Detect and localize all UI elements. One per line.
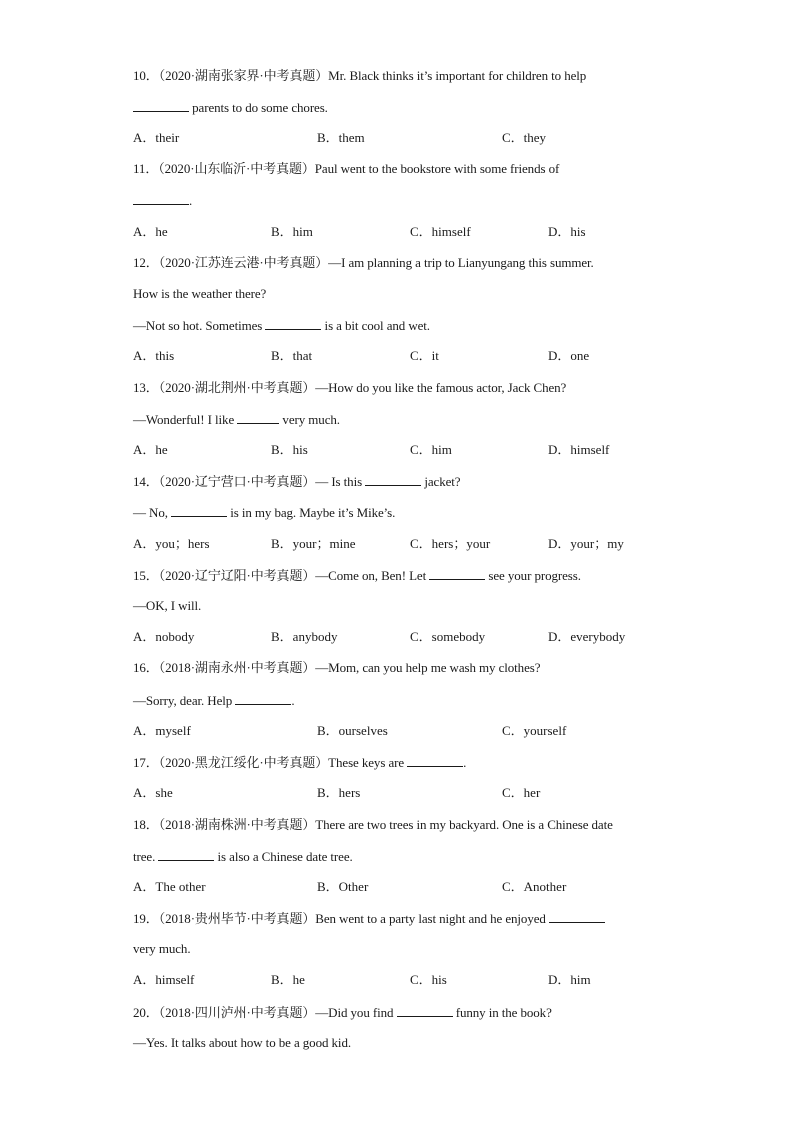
option-b: B．them xyxy=(317,130,365,145)
question-source: （2020·湖北荆州·中考真题） xyxy=(158,380,316,395)
answer-blank xyxy=(429,567,485,580)
question-source: （2020·辽宁辽阳·中考真题） xyxy=(158,568,316,583)
question-stem: There are two trees in my backyard. One is a Chinese date xyxy=(315,817,613,832)
question-number: 11． xyxy=(133,161,159,176)
option-a: A．he xyxy=(133,442,168,457)
question-stem: see your progress. xyxy=(485,568,581,583)
question-18-line-1 xyxy=(133,817,613,833)
question-11-line-2 xyxy=(133,192,192,209)
option-d: D．your；my xyxy=(548,536,624,551)
question-number: 15． xyxy=(133,568,159,583)
question-stem: Ben went to a party last night and he enjoyed xyxy=(315,911,549,926)
question-17-line-1 xyxy=(133,754,466,771)
question-source: （2020·山东临沂·中考真题） xyxy=(158,161,315,176)
option-b: B．his xyxy=(271,442,308,457)
question-16-line-1 xyxy=(133,660,540,676)
question-stem: —Did you find xyxy=(315,1005,397,1020)
answer-blank xyxy=(237,411,279,424)
question-12-line-3 xyxy=(133,317,430,334)
option-c: C．they xyxy=(502,130,547,145)
answer-blank xyxy=(549,910,605,923)
question-stem: —Wonderful! I like xyxy=(133,412,238,427)
question-12-line-1 xyxy=(133,255,594,271)
option-a: A．myself xyxy=(133,723,191,738)
question-number: 18． xyxy=(133,817,159,832)
question-16-line-2 xyxy=(133,692,294,709)
option-a: A．their xyxy=(133,130,180,145)
question-source: （2020·辽宁营口·中考真题） xyxy=(158,474,316,489)
option-b: B．Other xyxy=(317,879,369,894)
question-stem: —How do you like the famous actor, Jack Chen? xyxy=(315,380,567,395)
option-c: C．hers；your xyxy=(410,536,491,551)
option-b: B．ourselves xyxy=(317,723,388,738)
answer-blank xyxy=(133,99,189,112)
question-stem: . xyxy=(189,193,193,208)
option-a: A．she xyxy=(133,785,173,800)
question-stem: — Is this xyxy=(315,474,366,489)
option-a: A．he xyxy=(133,224,168,239)
question-stem: funny in the book? xyxy=(452,1005,552,1020)
question-stem: jacket? xyxy=(421,474,461,489)
question-stem: — No, xyxy=(133,505,172,520)
option-d: D．himself xyxy=(548,442,610,457)
question-number: 17． xyxy=(133,755,159,770)
question-stem: is a bit cool and wet. xyxy=(321,318,430,333)
option-a: A．The other xyxy=(133,879,206,894)
answer-blank xyxy=(365,473,421,486)
question-19-line-1 xyxy=(133,910,605,927)
question-stem: is also a Chinese date tree. xyxy=(214,849,353,864)
question-stem: tree. xyxy=(133,849,159,864)
option-c: C．him xyxy=(410,442,452,457)
question-number: 13． xyxy=(133,380,159,395)
question-13-line-1 xyxy=(133,380,566,396)
question-stem: —Mom, can you help me wash my clothes? xyxy=(315,660,541,675)
option-c: C．Another xyxy=(502,879,567,894)
question-12-line-2: How is the weather there? xyxy=(133,286,267,301)
question-11-line-1 xyxy=(133,161,559,177)
option-b: B．anybody xyxy=(271,629,338,644)
answer-blank xyxy=(265,317,321,330)
question-10-line-2 xyxy=(133,99,328,116)
question-stem: —I am planning a trip to Lianyungang this summer. xyxy=(328,255,594,270)
option-c: C．it xyxy=(410,348,439,363)
question-number: 14． xyxy=(133,474,159,489)
question-source: （2020·黑龙江绥化·中考真题） xyxy=(158,755,329,770)
option-d: D．everybody xyxy=(548,629,626,644)
option-b: B．hers xyxy=(317,785,361,800)
answer-blank xyxy=(397,1004,453,1017)
answer-blank xyxy=(133,192,189,205)
question-15-line-1 xyxy=(133,567,581,584)
question-18-line-2 xyxy=(133,848,353,865)
question-stem: . xyxy=(291,693,295,708)
question-14-line-1 xyxy=(133,473,460,490)
question-20-line-2: —Yes. It talks about how to be a good kid. xyxy=(133,1035,351,1050)
answer-blank xyxy=(171,504,227,517)
question-source: （2018·贵州毕节·中考真题） xyxy=(158,911,316,926)
option-c: C．yourself xyxy=(502,723,567,738)
option-c: C．somebody xyxy=(410,629,486,644)
question-19-line-2: very much. xyxy=(133,941,191,956)
question-13-line-2 xyxy=(133,411,340,428)
option-a: A．himself xyxy=(133,972,195,987)
option-a: A．you；hers xyxy=(133,536,210,551)
question-15-line-2: —OK, I will. xyxy=(133,598,202,613)
question-stem: . xyxy=(463,755,467,770)
option-b: B．your；mine xyxy=(271,536,356,551)
question-number: 16． xyxy=(133,660,159,675)
question-stem: parents to do some chores. xyxy=(189,100,328,115)
option-d: D．his xyxy=(548,224,586,239)
option-a: A．this xyxy=(133,348,175,363)
option-c: C．himself xyxy=(410,224,471,239)
question-number: 12． xyxy=(133,255,159,270)
question-number: 10． xyxy=(133,68,159,83)
question-number: 19． xyxy=(133,911,159,926)
question-source: （2018·湖南株洲·中考真题） xyxy=(158,817,316,832)
option-b: B．that xyxy=(271,348,313,363)
option-b: B．him xyxy=(271,224,313,239)
question-10-line-1 xyxy=(133,68,586,84)
option-d: D．one xyxy=(548,348,590,363)
question-14-line-2 xyxy=(133,504,395,521)
question-stem: —Come on, Ben! Let xyxy=(315,568,430,583)
option-c: C．her xyxy=(502,785,541,800)
option-b: B．he xyxy=(271,972,305,987)
question-source: （2020·湖南张家界·中考真题） xyxy=(158,68,329,83)
answer-blank xyxy=(235,692,291,705)
question-stem: —Not so hot. Sometimes xyxy=(133,318,266,333)
question-stem: is in my bag. Maybe it’s Mike’s. xyxy=(227,505,396,520)
question-stem: very much. xyxy=(279,412,340,427)
question-source: （2018·四川泸州·中考真题） xyxy=(158,1005,316,1020)
question-stem: Mr. Black thinks it’s important for children to help xyxy=(328,68,587,83)
answer-blank xyxy=(407,754,463,767)
question-source: （2020·江苏连云港·中考真题） xyxy=(158,255,329,270)
question-stem: These keys are xyxy=(328,755,408,770)
option-d: D．him xyxy=(548,972,591,987)
question-20-line-1 xyxy=(133,1004,552,1021)
answer-blank xyxy=(158,848,214,861)
question-source: （2018·湖南永州·中考真题） xyxy=(158,660,316,675)
option-c: C．his xyxy=(410,972,447,987)
question-stem: —Sorry, dear. Help xyxy=(133,693,236,708)
option-a: A．nobody xyxy=(133,629,195,644)
question-stem: Paul went to the bookstore with some friends of xyxy=(314,161,560,176)
question-number: 20． xyxy=(133,1005,159,1020)
